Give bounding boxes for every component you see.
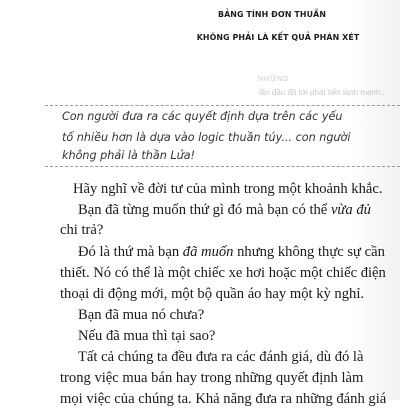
paragraph-line: thoại di động mới, một bộ quần áo hay một kỳ nghỉ.	[60, 286, 365, 302]
paragraph-line: Tất cả chúng ta đều đưa ra các đánh giá, dù đó là	[78, 349, 364, 365]
paragraph-line: trong việc mua bán hay trong những quyết định làm	[60, 370, 364, 386]
chapter-title-line-1: BẢNG TÍNH ĐƠN THUẦN	[217, 10, 327, 19]
paragraph-line: Hãy nghĩ về đời tư của mình trong một khoảnh khắc.	[73, 181, 383, 197]
bleed-through-text: lần đầu đã tới phát tiến lành mạnh...	[259, 88, 387, 97]
quote-bottom-rule	[45, 166, 400, 167]
quote-top-rule	[45, 105, 400, 106]
paragraph-line: Đó là thứ mà bạn đã muốn nhưng không thực sự cần	[78, 244, 385, 260]
quote-line-1: Con người đưa ra các quyết định dựa trên các yếu	[62, 110, 343, 123]
paragraph-line: Bạn đã mua nó chưa?	[78, 307, 205, 323]
quote-line-2: tố nhiều hơn là dựa vào logic thuần túy... con người	[62, 131, 351, 144]
paragraph-line: Bạn đã từng muốn thứ gì đó mà bạn có thể vừa đủ	[78, 202, 371, 218]
paragraph-line: mọi việc của chúng ta. Khả năng đưa ra những đánh giá	[60, 391, 387, 407]
paragraph-line: chi trả?	[60, 222, 104, 238]
paragraph-line: thiết. Nó có thể là một chiếc xe hơi hoặc một chiếc điện	[60, 265, 386, 281]
bleed-through-text: NHỮNG	[258, 76, 290, 83]
paragraph-line: Nếu đã mua thì tại sao?	[78, 328, 216, 344]
quote-line-3: không phải là thần Lửa!	[62, 149, 196, 162]
chapter-title-line-2: KHÔNG PHẢI LÀ KẾT QUẢ PHÁN XÉT	[196, 33, 360, 42]
